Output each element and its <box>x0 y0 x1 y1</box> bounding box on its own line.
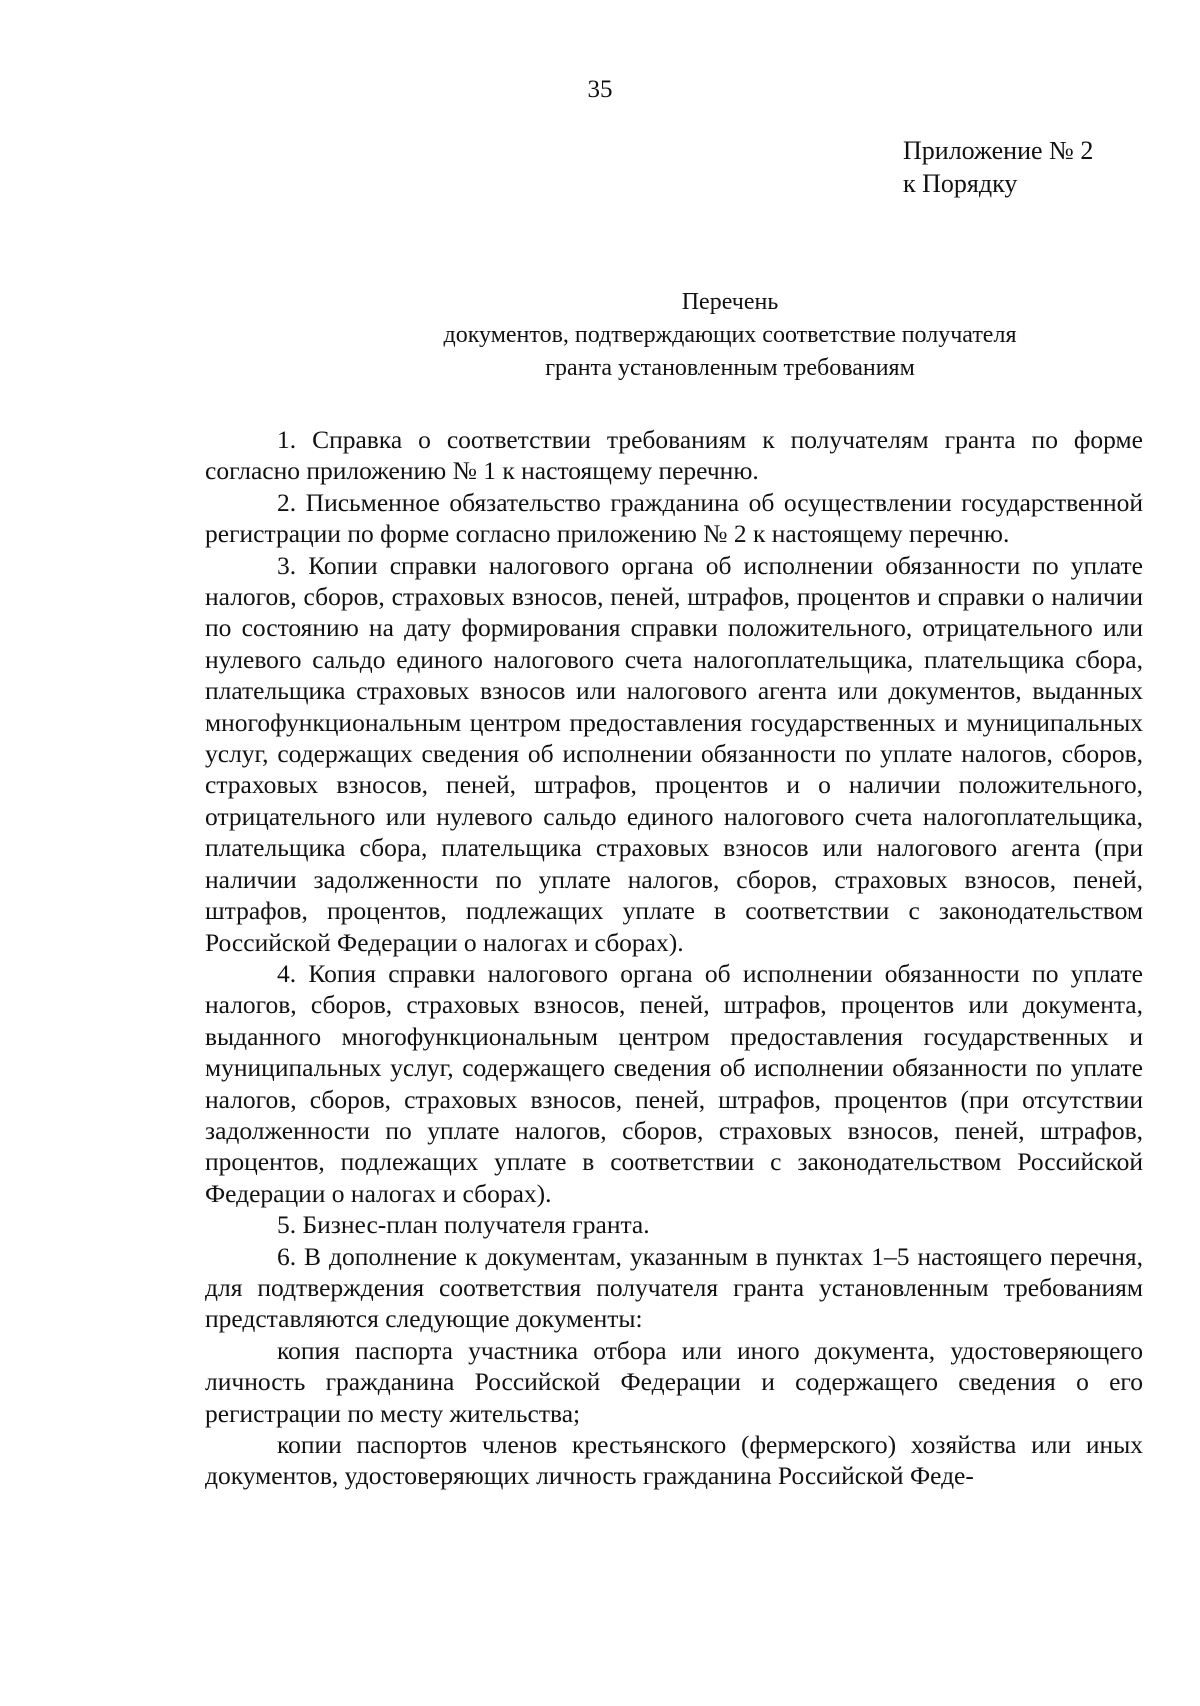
paragraph-7: копия паспорта участника отбора или иного документа, удостоверяющего личность гражданина Российской Федерации и содержащего сведения о его регистрации по месту жительства; <box>205 1335 1143 1428</box>
appendix-line-2: к Порядку <box>903 169 1018 198</box>
appendix-header <box>903 134 1093 200</box>
document-body <box>205 424 1143 1492</box>
paragraph-8: копии паспортов членов крестьянского (фермерского) хозяйства или иных документов, удостоверяющих личность гражданина Российской Феде- <box>205 1430 1143 1491</box>
title-line-2: документов, подтверждающих соответствие получателя <box>443 322 1017 348</box>
title-line-1: Перечень <box>681 289 779 315</box>
paragraph-1: 1. Справка о соответствии требованиям к получателям гранта по форме согласно приложению № 1 к настоящему перечню. <box>205 425 1143 486</box>
page-number: 35 <box>587 76 613 103</box>
document-title <box>250 286 1200 385</box>
paragraph-2: 2. Письменное обязательство гражданина об осуществлении государственной регистрации по форме согласно приложению № 2 к настоящему перечню. <box>205 487 1143 549</box>
appendix-line-1: Приложение № 2 <box>903 136 1094 165</box>
paragraph-4: 4. Копия справки налогового органа об исполнении обязанности по уплате налогов, сборов, страховых взносов, пеней, штрафов, процентов или документа, выданного многофункциональным центром предоставления государственных и муниципальных услуг, содержащего сведения об исполнении обязанности по уплате налогов, сборов, страховых взносов, пеней, штрафов, процентов (при отсутствии задолженности по уплате налогов, сборов, страховых взносов, пеней, штрафов, процентов, подлежащих уплате в соответствии с законодательством Российской Федерации о налогах и сборах). <box>205 958 1143 1208</box>
paragraph-3: 3. Копии справки налогового органа об исполнении обязанности по уплате налогов, сборов, страховых взносов, пеней, штрафов, процентов и справки о наличии по состоянию на дату формирования справки положительного, отрицательного или нулевого сальдо единого налогового счета налогоплательщика, плательщика сбора, плательщика страховых взносов или налогового агента или документов, выданных многофункциональным центром предоставления государственных и муниципальных услуг, содержащих сведения об исполнении обязанности по уплате налогов, сборов, страховых взносов, пеней, штрафов, процентов и о наличии положительного, отрицательного или нулевого сальдо единого налогового счета налогоплательщика, плательщика сбора, плательщика страховых взносов или налогового агента (при наличии задолженности по уплате налогов, сборов, страховых взносов, пеней, штрафов, процентов, подлежащих уплате в соответствии с законодательством Российской Федерации о налогах и сборах). <box>205 550 1143 957</box>
paragraph-5: 5. Бизнес-план получателя гранта. <box>277 1210 650 1240</box>
paragraph-6: 6. В дополнение к документам, указанным в пунктах 1–5 настоящего перечня, для подтверждения соответствия получателя гранта установленным требованиям представляются следующие документы: <box>205 1241 1143 1334</box>
title-line-3: гранта установленным требованиям <box>545 355 915 381</box>
